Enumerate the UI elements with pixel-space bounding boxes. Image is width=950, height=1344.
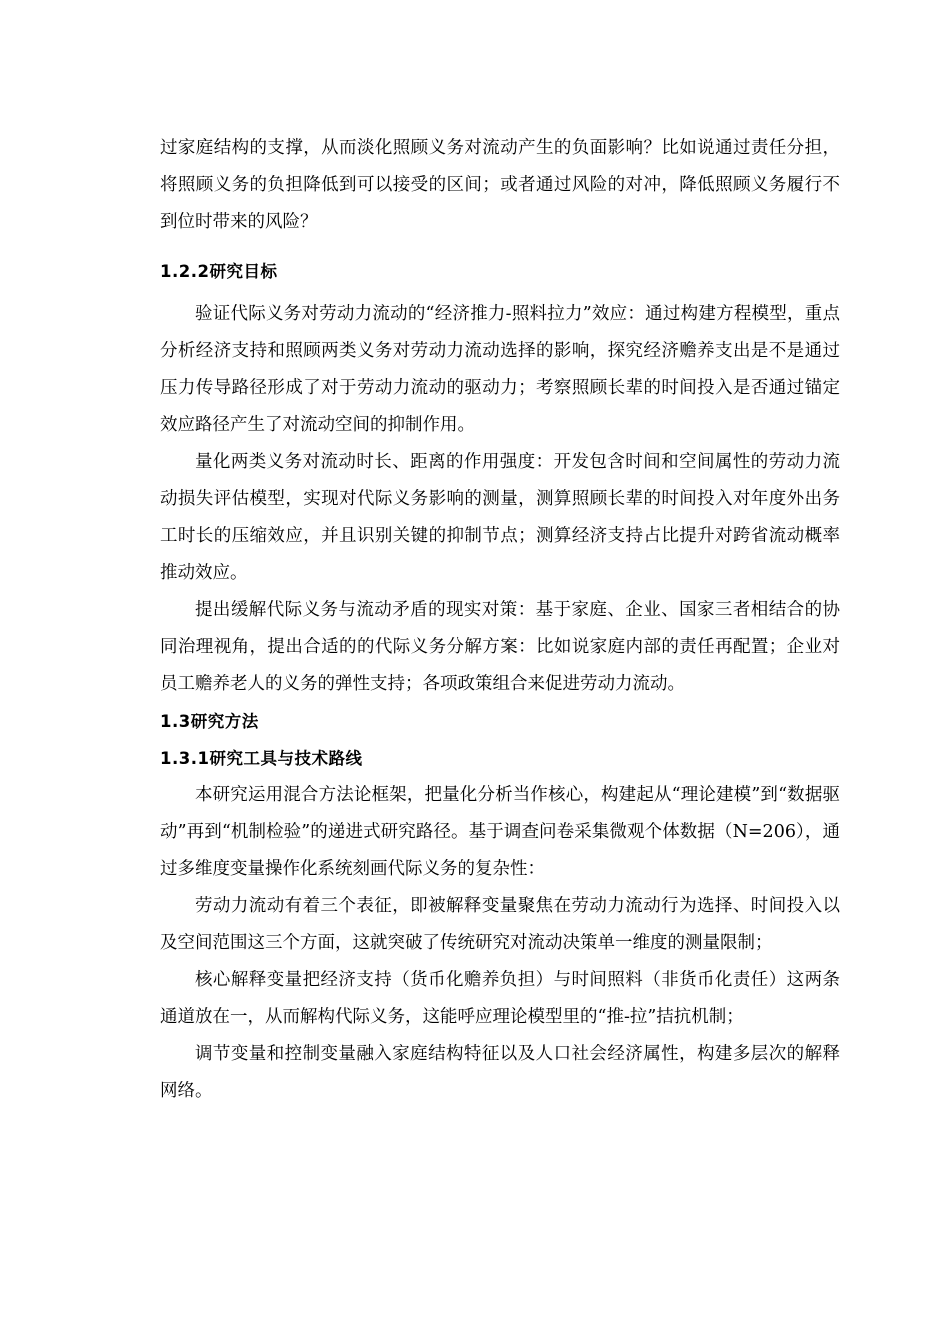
section-heading-1-2-2: 1.2.2研究目标 [160, 262, 278, 281]
section-heading-1-3-1: 1.3.1研究工具与技术路线 [160, 749, 363, 768]
paragraph-goal-2: 量化两类义务对流动时长、距离的作用强度：开发包含时间和空间属性的劳动力流动损失评估模型，实现对代际义务影响的测量，测算照顾长辈的时间投入对年度外出务工时长的压缩效应，并且识别关键的抑制节点；测算经济支持占比提升对跨省流动概率推动效应。 [160, 452, 840, 583]
document-page [160, 130, 840, 1110]
paragraph-dependent-variable: 劳动力流动有着三个表征，即被解释变量聚焦在劳动力流动行为选择、时间投入以及空间范围这三个方面，这就突破了传统研究对流动决策单一维度的测量限制； [160, 896, 840, 953]
paragraph-method-intro: 本研究运用混合方法论框架，把量化分析当作核心，构建起从“理论建模”到“数据驱动”再到“机制检验”的递进式研究路径。基于调查问卷采集微观个体数据（N=206），通过多维度变量操作化系统刻画代际义务的复杂性： [160, 785, 840, 879]
paragraph-core-variable: 核心解释变量把经济支持（货币化赡养负担）与时间照料（非货币化责任）这两条通道放在一，从而解构代际义务，这能呼应理论模型里的“推-拉”拮抗机制； [160, 970, 840, 1027]
section-heading-1-3: 1.3研究方法 [160, 712, 259, 731]
paragraph-continuation: 过家庭结构的支撑，从而淡化照顾义务对流动产生的负面影响？比如说通过责任分担，将照顾义务的负担降低到可以接受的区间；或者通过风险的对冲，降低照顾义务履行不到位时带来的风险？ [160, 138, 840, 232]
paragraph-moderator-variable: 调节变量和控制变量融入家庭结构特征以及人口社会经济属性，构建多层次的解释网络。 [160, 1044, 840, 1101]
paragraph-goal-1: 验证代际义务对劳动力流动的“经济推力-照料拉力”效应：通过构建方程模型，重点分析经济支持和照顾两类义务对劳动力流动选择的影响，探究经济赡养支出是不是通过压力传导路径形成了对于劳动力流动的驱动力；考察照顾长辈的时间投入是否通过锚定效应路径产生了对流动空间的抑制作用。 [160, 304, 840, 435]
paragraph-goal-3: 提出缓解代际义务与流动矛盾的现实对策：基于家庭、企业、国家三者相结合的协同治理视角，提出合适的的代际义务分解方案：比如说家庭内部的责任再配置；企业对员工赡养老人的义务的弹性支持；各项政策组合来促进劳动力流动。 [160, 600, 840, 694]
